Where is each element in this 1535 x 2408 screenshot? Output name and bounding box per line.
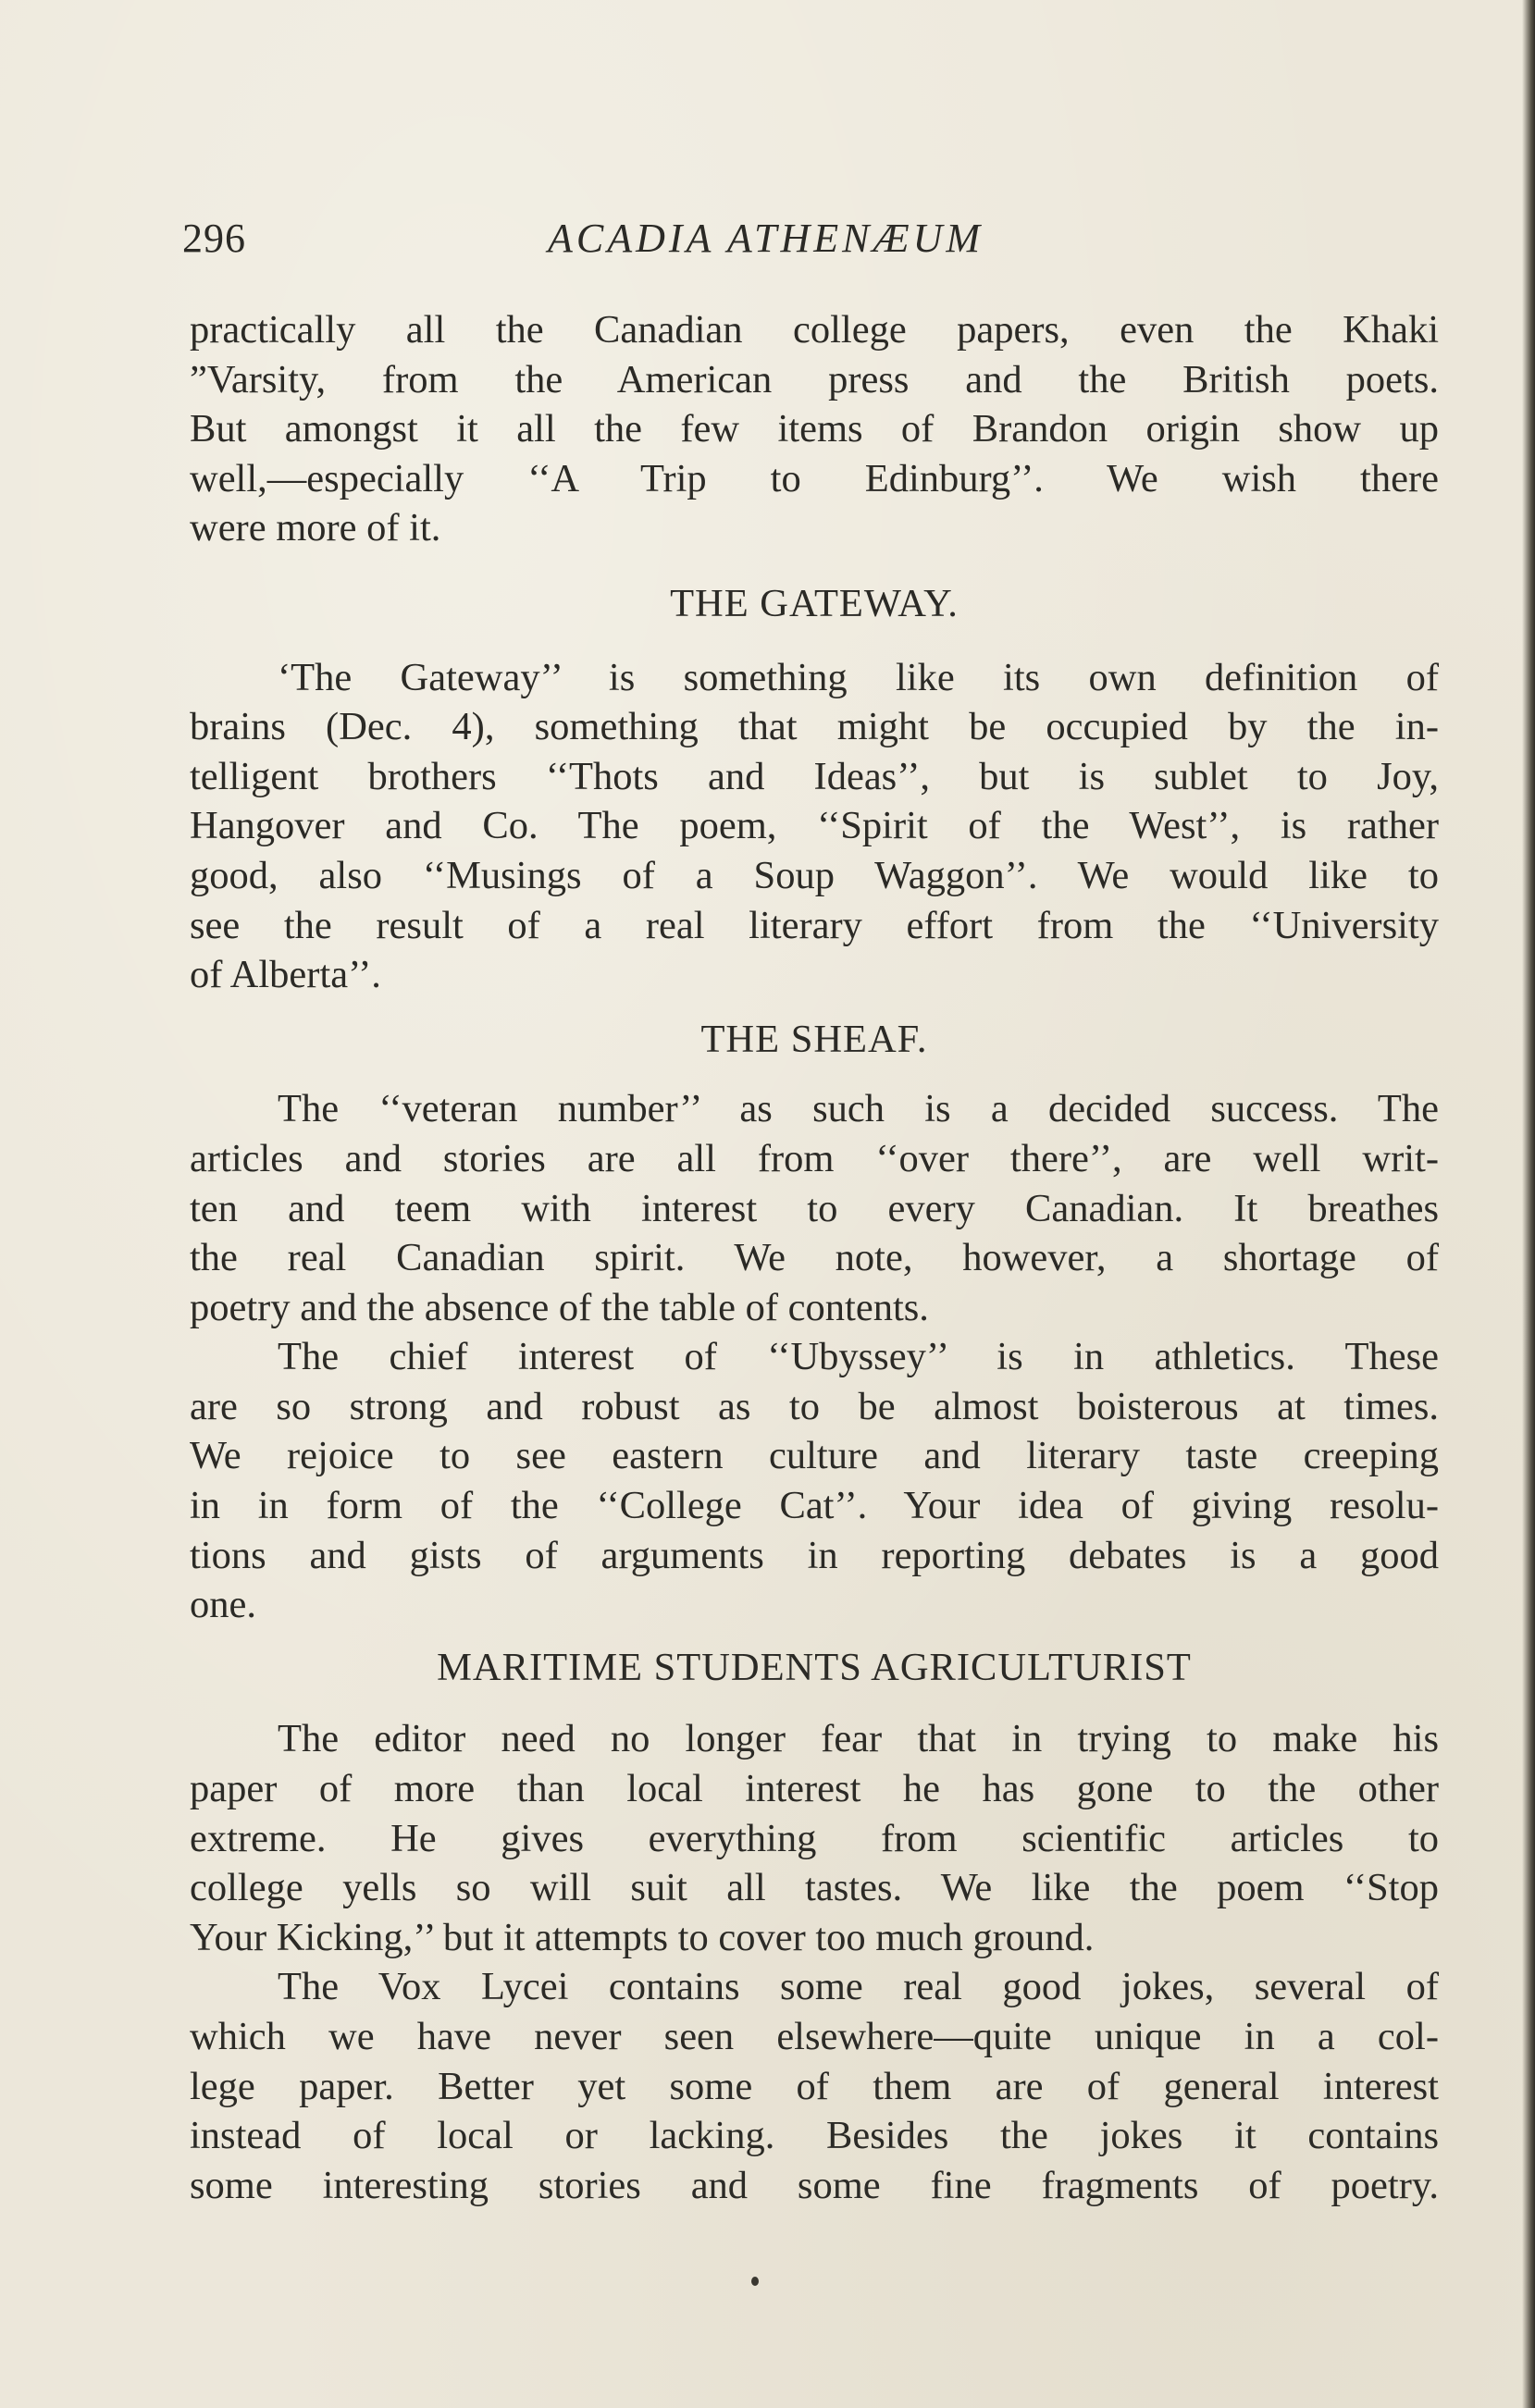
text-line: practically all the Canadian college papers, even the Khaki: [190, 308, 1439, 352]
text-line: We rejoice to see eastern culture and literary taste creeping: [190, 1434, 1439, 1478]
text-line: extreme. He gives everything from scientific articles to: [190, 1816, 1439, 1860]
text-line: paper of more than local interest he has gone to the other: [190, 1767, 1439, 1811]
maritime-paragraph-2: [190, 1962, 1439, 2210]
text-line: of Alberta’’.: [190, 953, 381, 997]
article-body: [190, 305, 1439, 2210]
text-line: instead of local or lacking. Besides the jokes it contains: [190, 2114, 1439, 2158]
ink-dot: [751, 2277, 759, 2286]
text-line: lege paper. Better yet some of them are of general interest: [190, 2064, 1439, 2108]
text-line: college yells so will suit all tastes. We like the poem ‘‘Stop: [190, 1866, 1439, 1910]
intro-paragraph: [190, 305, 1439, 553]
text-line: poetry and the absence of the table of contents.: [190, 1285, 929, 1329]
text-line: But amongst it all the few items of Brandon origin show up: [190, 407, 1439, 451]
text-line: Hangover and Co. The poem, ‘‘Spirit of the West’’, is rather: [190, 804, 1439, 848]
text-line: ‘The Gateway’’ is something like its own definition of: [278, 655, 1439, 699]
text-line: The ‘‘veteran number’’ as such is a decided success. The: [278, 1087, 1439, 1131]
gateway-paragraph: [190, 653, 1439, 1000]
page-header: [182, 215, 1441, 270]
text-line: the real Canadian spirit. We note, however, a shortage of: [190, 1236, 1439, 1280]
sheaf-paragraph-2: [190, 1332, 1439, 1630]
text-line: Your Kicking,’’ but it attempts to cover too much ground.: [190, 1915, 1095, 1959]
text-line: are so strong and robust as to be almost boisterous at times.: [190, 1384, 1439, 1428]
text-line: one.: [190, 1583, 256, 1627]
text-line: telligent brothers ‘‘Thots and Ideas’’, but is sublet to Joy,: [190, 754, 1439, 798]
maritime-paragraph-1: [190, 1714, 1439, 1962]
running-title: ACADIA ATHENÆUM: [548, 216, 984, 261]
text-line: in in form of the ‘‘College Cat’’. Your idea of giving resolu-: [190, 1484, 1439, 1528]
text-line: tions and gists of arguments in reporting debates is a good: [190, 1533, 1439, 1577]
text-line: ”Varsity, from the American press and the British poets.: [190, 357, 1439, 401]
text-line: good, also ‘‘Musings of a Soup Waggon’’. We would like to: [190, 853, 1439, 897]
sheaf-paragraph-1: [190, 1084, 1439, 1332]
text-line: The Vox Lycei contains some real good jokes, several of: [278, 1965, 1439, 2009]
page-number: 296: [182, 216, 246, 261]
text-line: ten and teem with interest to every Canadian. It breathes: [190, 1186, 1439, 1230]
text-line: which we have never seen elsewhere—quite unique in a col-: [190, 2015, 1439, 2058]
page-edge-shadow: [1522, 0, 1535, 2408]
text-line: were more of it.: [190, 506, 441, 550]
text-line: The chief interest of ‘‘Ubyssey’’ is in athletics. These: [278, 1335, 1439, 1379]
section-heading-sheaf: THE SHEAF.: [700, 1017, 928, 1061]
section-heading-gateway: THE GATEWAY.: [670, 581, 959, 625]
text-line: well,—especially ‘‘A Trip to Edinburg’’. We wish there: [190, 456, 1439, 500]
section-heading-maritime: MARITIME STUDENTS AGRICULTURIST: [437, 1645, 1192, 1689]
text-line: brains (Dec. 4), something that might be occupied by the in-: [190, 705, 1439, 749]
text-line: some interesting stories and some fine fragments of poetry.: [190, 2163, 1439, 2207]
text-line: The editor need no longer fear that in trying to make his: [278, 1717, 1439, 1761]
text-line: see the result of a real literary effort from the ‘‘University: [190, 903, 1439, 947]
text-line: articles and stories are all from ‘‘over there’’, are well writ-: [190, 1136, 1439, 1180]
